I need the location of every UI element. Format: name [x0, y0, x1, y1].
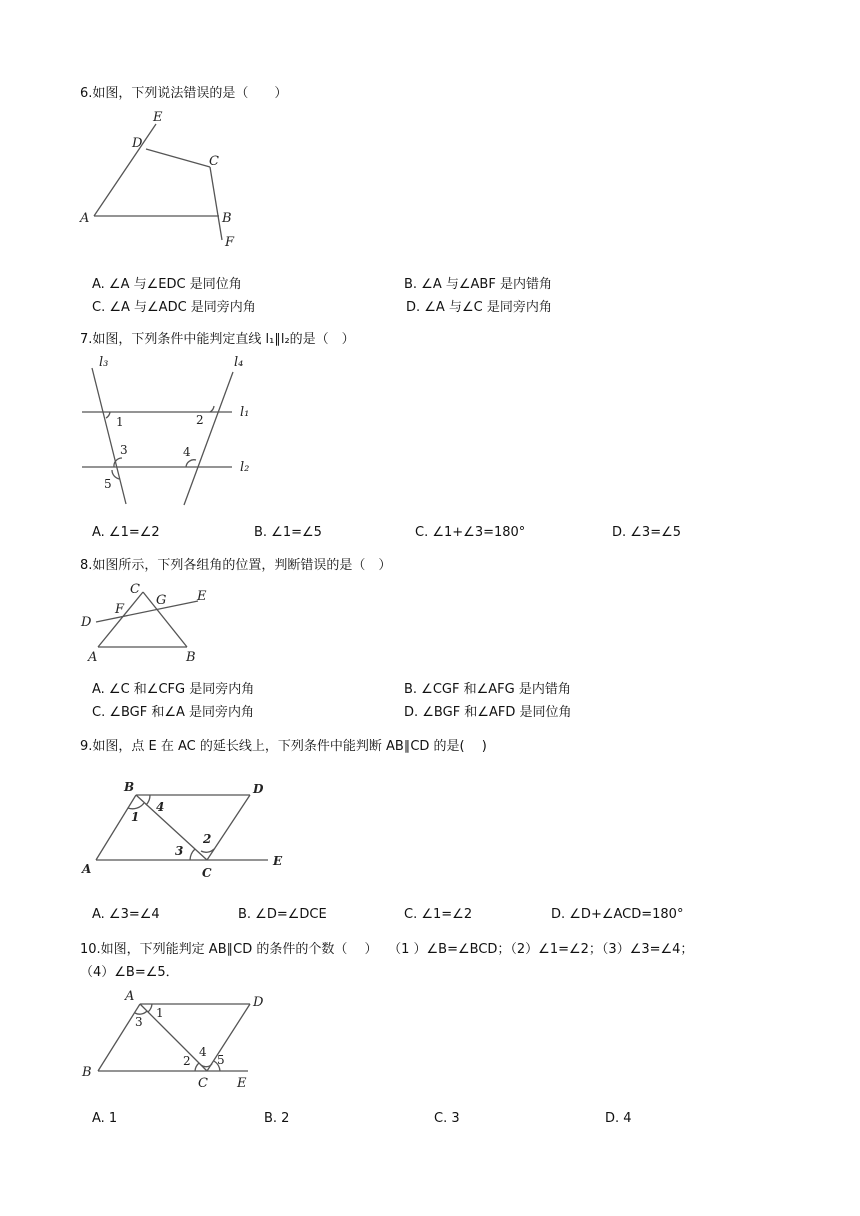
label-E: E: [237, 1076, 247, 1091]
line-ac: [140, 1004, 207, 1071]
label-angle-3: 3: [135, 1015, 143, 1029]
q9-option-c[interactable]: C. ∠1=∠2: [404, 907, 473, 922]
label-A: A: [82, 862, 92, 876]
label-A: A: [80, 211, 90, 226]
q9-option-d[interactable]: D. ∠D+∠ACD=180°: [551, 907, 684, 922]
label-angle-4: 4: [199, 1045, 207, 1059]
q10-option-c[interactable]: C. 3: [434, 1111, 460, 1126]
q7-option-b[interactable]: B. ∠1=∠5: [254, 525, 322, 540]
question-10-stem-line1: 10.如图，下列能判定 AB∥CD 的条件的个数（ ） （1 ）∠B=∠BCD；（2）∠1=∠2；（3）∠3=∠4；: [80, 942, 694, 957]
label-B: B: [124, 780, 135, 794]
label-l2: l₂: [240, 460, 250, 475]
label-l4: l₄: [234, 355, 244, 370]
label-angle-2: 2: [203, 832, 212, 846]
arc-angle-2: [195, 1063, 199, 1071]
label-D: D: [253, 782, 264, 796]
label-A: A: [125, 989, 135, 1004]
q8-option-c[interactable]: C. ∠BGF 和∠A 是同旁内角: [92, 705, 255, 720]
line-cd: [207, 1004, 250, 1071]
q8-option-b[interactable]: B. ∠CGF 和∠AFG 是内错角: [404, 682, 571, 697]
label-C: C: [209, 154, 219, 169]
label-angle-2: 2: [183, 1054, 191, 1068]
arc-angle-3: [135, 1011, 147, 1014]
q7-option-c[interactable]: C. ∠1+∠3=180°: [415, 525, 526, 540]
q9-option-a[interactable]: A. ∠3=∠4: [92, 907, 160, 922]
label-l1: l₁: [240, 405, 250, 420]
question-10-stem-line2: （4）∠B=∠5．: [80, 965, 179, 980]
q10-option-b[interactable]: B. 2: [264, 1111, 290, 1126]
question-6-stem: 6.如图，下列说法错误的是（ ）: [80, 86, 288, 101]
q6-option-c[interactable]: C. ∠A 与∠ADC 是同旁内角: [92, 300, 256, 315]
label-B: B: [222, 211, 232, 226]
label-C: C: [198, 1076, 208, 1091]
label-l3: l₃: [99, 355, 109, 370]
q10-option-a[interactable]: A. 1: [92, 1111, 118, 1126]
question-8-stem: 8.如图所示，下列各组角的位置，判断错误的是（ ）: [80, 558, 392, 573]
label-E: E: [273, 854, 283, 868]
q9-option-b[interactable]: B. ∠D=∠DCE: [238, 907, 327, 922]
label-angle-2: 2: [196, 413, 204, 427]
arc-angle-1: [148, 1004, 152, 1012]
label-angle-1: 1: [116, 415, 124, 429]
label-B: B: [186, 650, 196, 665]
label-F: F: [115, 602, 125, 617]
q6-option-d[interactable]: D. ∠A 与∠C 是同旁内角: [406, 300, 552, 315]
q8-option-d[interactable]: D. ∠BGF 和∠AFD 是同位角: [404, 705, 572, 720]
label-angle-1: 1: [156, 1006, 164, 1020]
label-D: D: [132, 136, 143, 151]
label-angle-3: 3: [175, 844, 184, 858]
label-angle-5: 5: [104, 477, 112, 491]
q7-option-a[interactable]: A. ∠1=∠2: [92, 525, 160, 540]
label-C: C: [130, 582, 140, 597]
q8-option-a[interactable]: A. ∠C 和∠CFG 是同旁内角: [92, 682, 255, 697]
label-E: E: [197, 589, 207, 604]
label-G: G: [156, 593, 167, 608]
label-angle-3: 3: [120, 443, 128, 457]
label-C: C: [202, 866, 212, 880]
label-E: E: [153, 110, 163, 125]
label-A: A: [88, 650, 98, 665]
label-D: D: [253, 995, 264, 1010]
label-D: D: [81, 615, 92, 630]
q6-option-a[interactable]: A. ∠A 与∠EDC 是同位角: [92, 277, 242, 292]
question-9-stem: 9.如图，点 E 在 AC 的延长线上，下列条件中能判断 AB∥CD 的是( ): [80, 739, 487, 754]
label-B: B: [82, 1065, 92, 1080]
label-angle-4: 4: [156, 800, 165, 814]
label-F: F: [225, 235, 235, 250]
label-angle-1: 1: [131, 810, 140, 824]
q6-option-b[interactable]: B. ∠A 与∠ABF 是内错角: [404, 277, 552, 292]
label-angle-4: 4: [183, 445, 191, 459]
q10-option-d[interactable]: D. 4: [605, 1111, 632, 1126]
label-angle-5: 5: [217, 1053, 225, 1067]
line-ab: [98, 1004, 140, 1071]
question-7-stem: 7.如图，下列条件中能判定直线 l₁∥l₂的是（ ）: [80, 332, 355, 347]
q7-option-d[interactable]: D. ∠3=∠5: [612, 525, 682, 540]
